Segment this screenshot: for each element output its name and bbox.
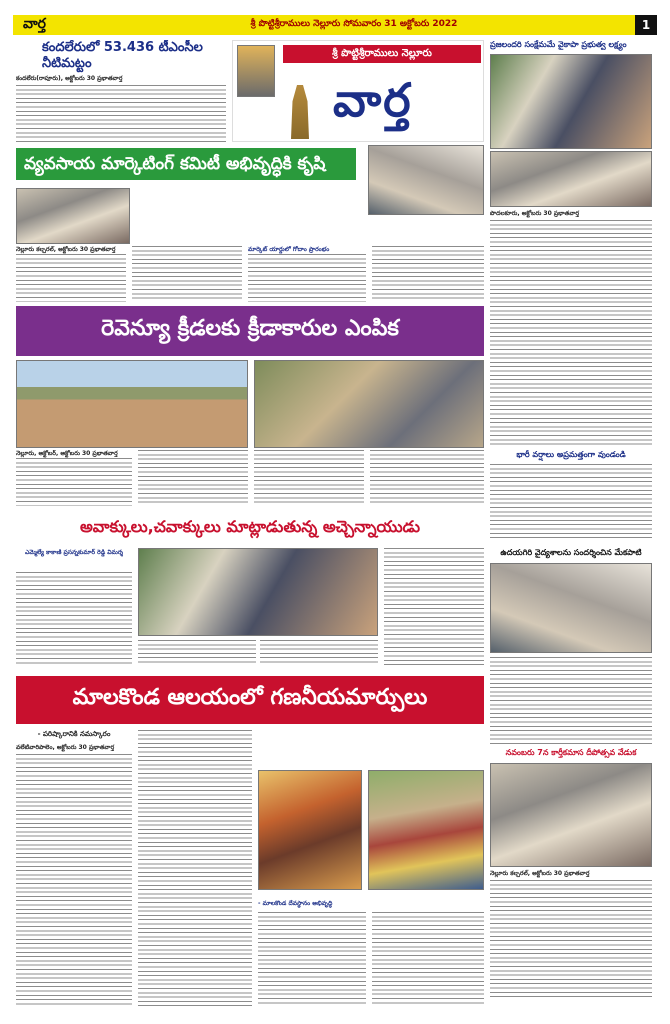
body-text xyxy=(490,880,652,1000)
subhead: మార్కెట్ యార్డులో గోదాం ప్రారంభం xyxy=(248,246,330,253)
headline-bar-malakonda xyxy=(16,676,484,724)
col-2 xyxy=(132,246,242,302)
photo-sports-left xyxy=(16,360,248,448)
mid-subhead: - మాలకొండ దేవస్థానం అభివృద్ధి xyxy=(258,900,333,907)
district-name: శ్రీ పొట్టిశ్రీరాములు నెల్లూరు xyxy=(283,45,481,63)
vaartha-logo: వార్త xyxy=(333,73,413,127)
masthead-banner xyxy=(232,40,484,142)
kicker: ఎమ్మెల్యే కాకాణి ప్రసన్నకుమార్ రెడ్డి విమర్శ xyxy=(24,549,124,556)
dateline: శ్రీ పొట్టిశ్రీరాములు నెల్లూరు సోమవారం 31 అక్టోబరు 2022 xyxy=(250,19,458,29)
photo-deity xyxy=(258,770,362,890)
photo-kakani xyxy=(138,548,378,636)
photo-agri-right xyxy=(368,145,484,215)
col-2 xyxy=(138,730,252,1006)
col-4 xyxy=(372,912,484,1006)
photo-welfare-1 xyxy=(490,54,652,149)
byline: పొదలకూరు, అక్టోబరు 30 ప్రభాతవార్త xyxy=(490,210,580,217)
headline: కందలేరులో 53.436 టీఎంసీల నీటిమట్టం xyxy=(42,40,203,71)
col-1 xyxy=(16,754,132,1006)
body-text xyxy=(490,220,652,446)
headline: నవంబరు 7న కార్తీకమాస దీపోత్సవ వేడుక xyxy=(505,748,637,757)
byline: నెల్లూరు కల్చరల్, అక్టోబరు 30 ప్రభాతవార్త xyxy=(16,246,116,253)
body-text-rains xyxy=(490,464,652,539)
story-agri-body xyxy=(16,246,484,302)
story-udayagiri xyxy=(490,548,652,744)
photo-welfare-2 xyxy=(490,151,652,207)
photo-agri-left xyxy=(16,188,130,244)
headline: ప్రజలందరి సంక్షేమమే వైకాపా ప్రభుత్వ లక్ష్యం xyxy=(490,40,627,49)
headline-bar-kakani xyxy=(16,512,484,544)
story-kakani xyxy=(16,548,484,666)
top-strip xyxy=(13,15,657,35)
col-4 xyxy=(384,548,484,666)
story-malakonda xyxy=(16,730,484,1006)
photo-sports-right xyxy=(254,360,484,448)
story-revenue-body xyxy=(16,450,484,506)
temple-tower xyxy=(285,85,315,139)
col-4 xyxy=(370,450,484,506)
headline: వ్యవసాయ మార్కెటింగ్ కమిటీ అభివృద్ధికి కృషి xyxy=(16,148,356,180)
byline: కందలేరు(రాపూరు), అక్టోబరు 30 ప్రభాతవార్త xyxy=(16,75,123,82)
subhead-heavy-rains: భారీ వర్షాలు అప్రమత్తంగా వుండండి xyxy=(516,450,626,459)
headline: ఉదయగిరి వైద్యశాలను సందర్శించిన మేకపాటి xyxy=(500,548,642,557)
col-4 xyxy=(372,246,484,302)
photo-temple xyxy=(368,770,484,890)
col-2 xyxy=(138,450,248,506)
headline: రెవెన్యూ క్రీడలకు క్రీడాకారుల ఎంపిక xyxy=(101,316,399,341)
founder-portrait xyxy=(237,45,275,97)
byline: వలేటివారిపాలెం, అక్టోబరు 30 ప్రభాతవార్త xyxy=(16,744,115,751)
headline-bar-revenue xyxy=(16,306,484,356)
story-welfare xyxy=(490,40,652,542)
photo-karthika xyxy=(490,763,652,867)
col-3 xyxy=(254,450,364,506)
col-1 xyxy=(16,458,132,506)
byline: నెల్లూరు కల్చరల్, అక్టోబరు 30 ప్రభాతవార్త xyxy=(490,870,590,877)
photo-hospital xyxy=(490,563,652,653)
col-3 xyxy=(258,912,366,1006)
small-logo: వార్త xyxy=(23,15,46,32)
page-number: 1 xyxy=(635,15,657,35)
story-karthika xyxy=(490,748,652,1008)
headline: మాలకొండ ఆలయంలో గణనీయమార్పులు xyxy=(72,685,428,710)
subhead: - పరిష్కారానికి నమస్కారం xyxy=(37,730,111,738)
col-1 xyxy=(16,572,132,666)
body-text xyxy=(490,657,652,744)
col-1 xyxy=(16,254,126,302)
col-3 xyxy=(248,254,366,302)
headline: అవాక్కులు,చవాక్కులు మాట్లాడుతున్న అచ్చెన్నాయుడు xyxy=(79,516,420,536)
byline: నెల్లూరు, అక్టోబర్, అక్టోబరు 30 ప్రభాతవార్త xyxy=(16,450,118,457)
col-3 xyxy=(260,640,378,666)
col-2 xyxy=(138,640,256,666)
